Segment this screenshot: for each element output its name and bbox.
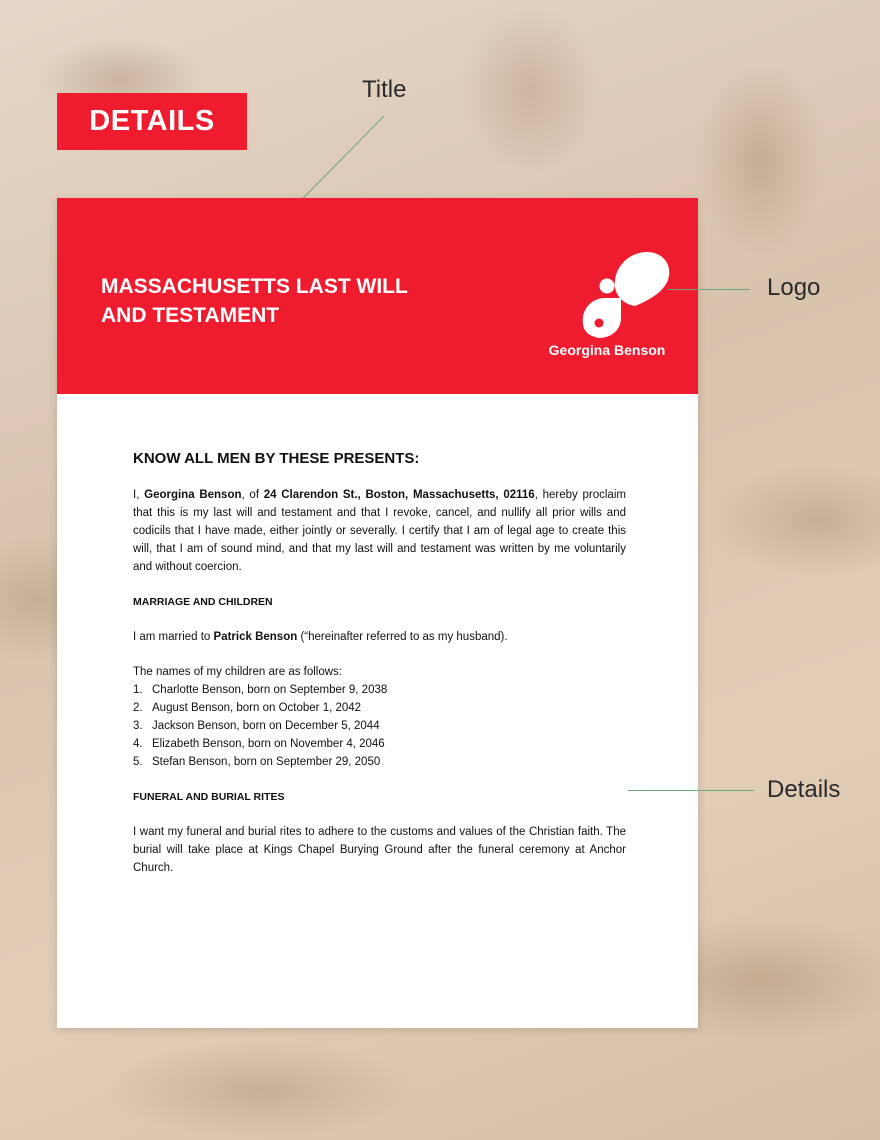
funeral-paragraph: I want my funeral and burial rites to adhere to the customs and values of the Christian faith. The burial will take place at Kings Chapel Burying Ground after the funeral ceremony at Anchor Church. [133, 826, 626, 874]
intro-text-2: , of [241, 489, 264, 501]
intro-paragraph [133, 486, 626, 576]
list-text: Elizabeth Benson, born on November 4, 2046 [152, 738, 385, 750]
annotation-logo-pointer [668, 289, 750, 290]
list-item [133, 753, 626, 771]
marriage-text-2: (“hereinafter referred to as my husband). [297, 631, 508, 643]
list-number: 1. [133, 684, 143, 696]
marriage-heading: MARRIAGE AND CHILDREN [133, 596, 273, 608]
marriage-text-1: I am married to [133, 631, 214, 643]
list-number: 2. [133, 702, 143, 714]
annotation-title-label: Title [362, 76, 407, 103]
children-intro: The names of my children are as follows: [133, 666, 343, 678]
main-heading: KNOW ALL MEN BY THESE PRESENTS: [133, 450, 420, 467]
list-item [133, 735, 626, 753]
spouse-name: Patrick Benson [213, 631, 298, 643]
list-text: Charlotte Benson, born on September 9, 2038 [152, 684, 388, 696]
list-text: Jackson Benson, born on December 5, 2044 [152, 720, 380, 732]
document-page [57, 198, 698, 1028]
testator-address: 24 Clarendon St., Boston, Massachusetts, 02116 [263, 489, 535, 501]
list-text: Stefan Benson, born on September 29, 2050 [152, 756, 381, 768]
list-number: 4. [133, 738, 143, 750]
document-title: MASSACHUSETTS LAST WILL AND TESTAMENT [101, 275, 408, 327]
testator-name: Georgina Benson [144, 489, 242, 501]
funeral-heading: FUNERAL AND BURIAL RITES [133, 791, 285, 803]
list-item [133, 699, 626, 717]
list-item [133, 681, 626, 699]
intro-text-3: , hereby proclaim that this is my last will and testament and that I revoke, cancel, and nullify all prior wills and codicils that I have made, either jointly or severally. I certify that I am of legal age to create this will, that I am of sound mind, and that my last will and testament was written by me voluntarily and without coercion. [133, 489, 626, 573]
annotation-details-label: Details [767, 776, 841, 803]
annotation-details-pointer [628, 790, 754, 791]
abstract-drop-logo-icon [577, 248, 673, 340]
marriage-paragraph [133, 628, 626, 646]
list-number: 5. [133, 756, 143, 768]
children-list [133, 681, 626, 771]
details-tag: DETAILS [57, 93, 247, 150]
logo-name: Georgina Benson [548, 342, 666, 358]
document-header [57, 198, 698, 394]
list-item [133, 717, 626, 735]
document-body [133, 450, 626, 894]
annotation-logo-label: Logo [767, 274, 821, 301]
list-text: August Benson, born on October 1, 2042 [152, 702, 362, 714]
intro-text-1: I, [133, 489, 145, 501]
list-number: 3. [133, 720, 143, 732]
